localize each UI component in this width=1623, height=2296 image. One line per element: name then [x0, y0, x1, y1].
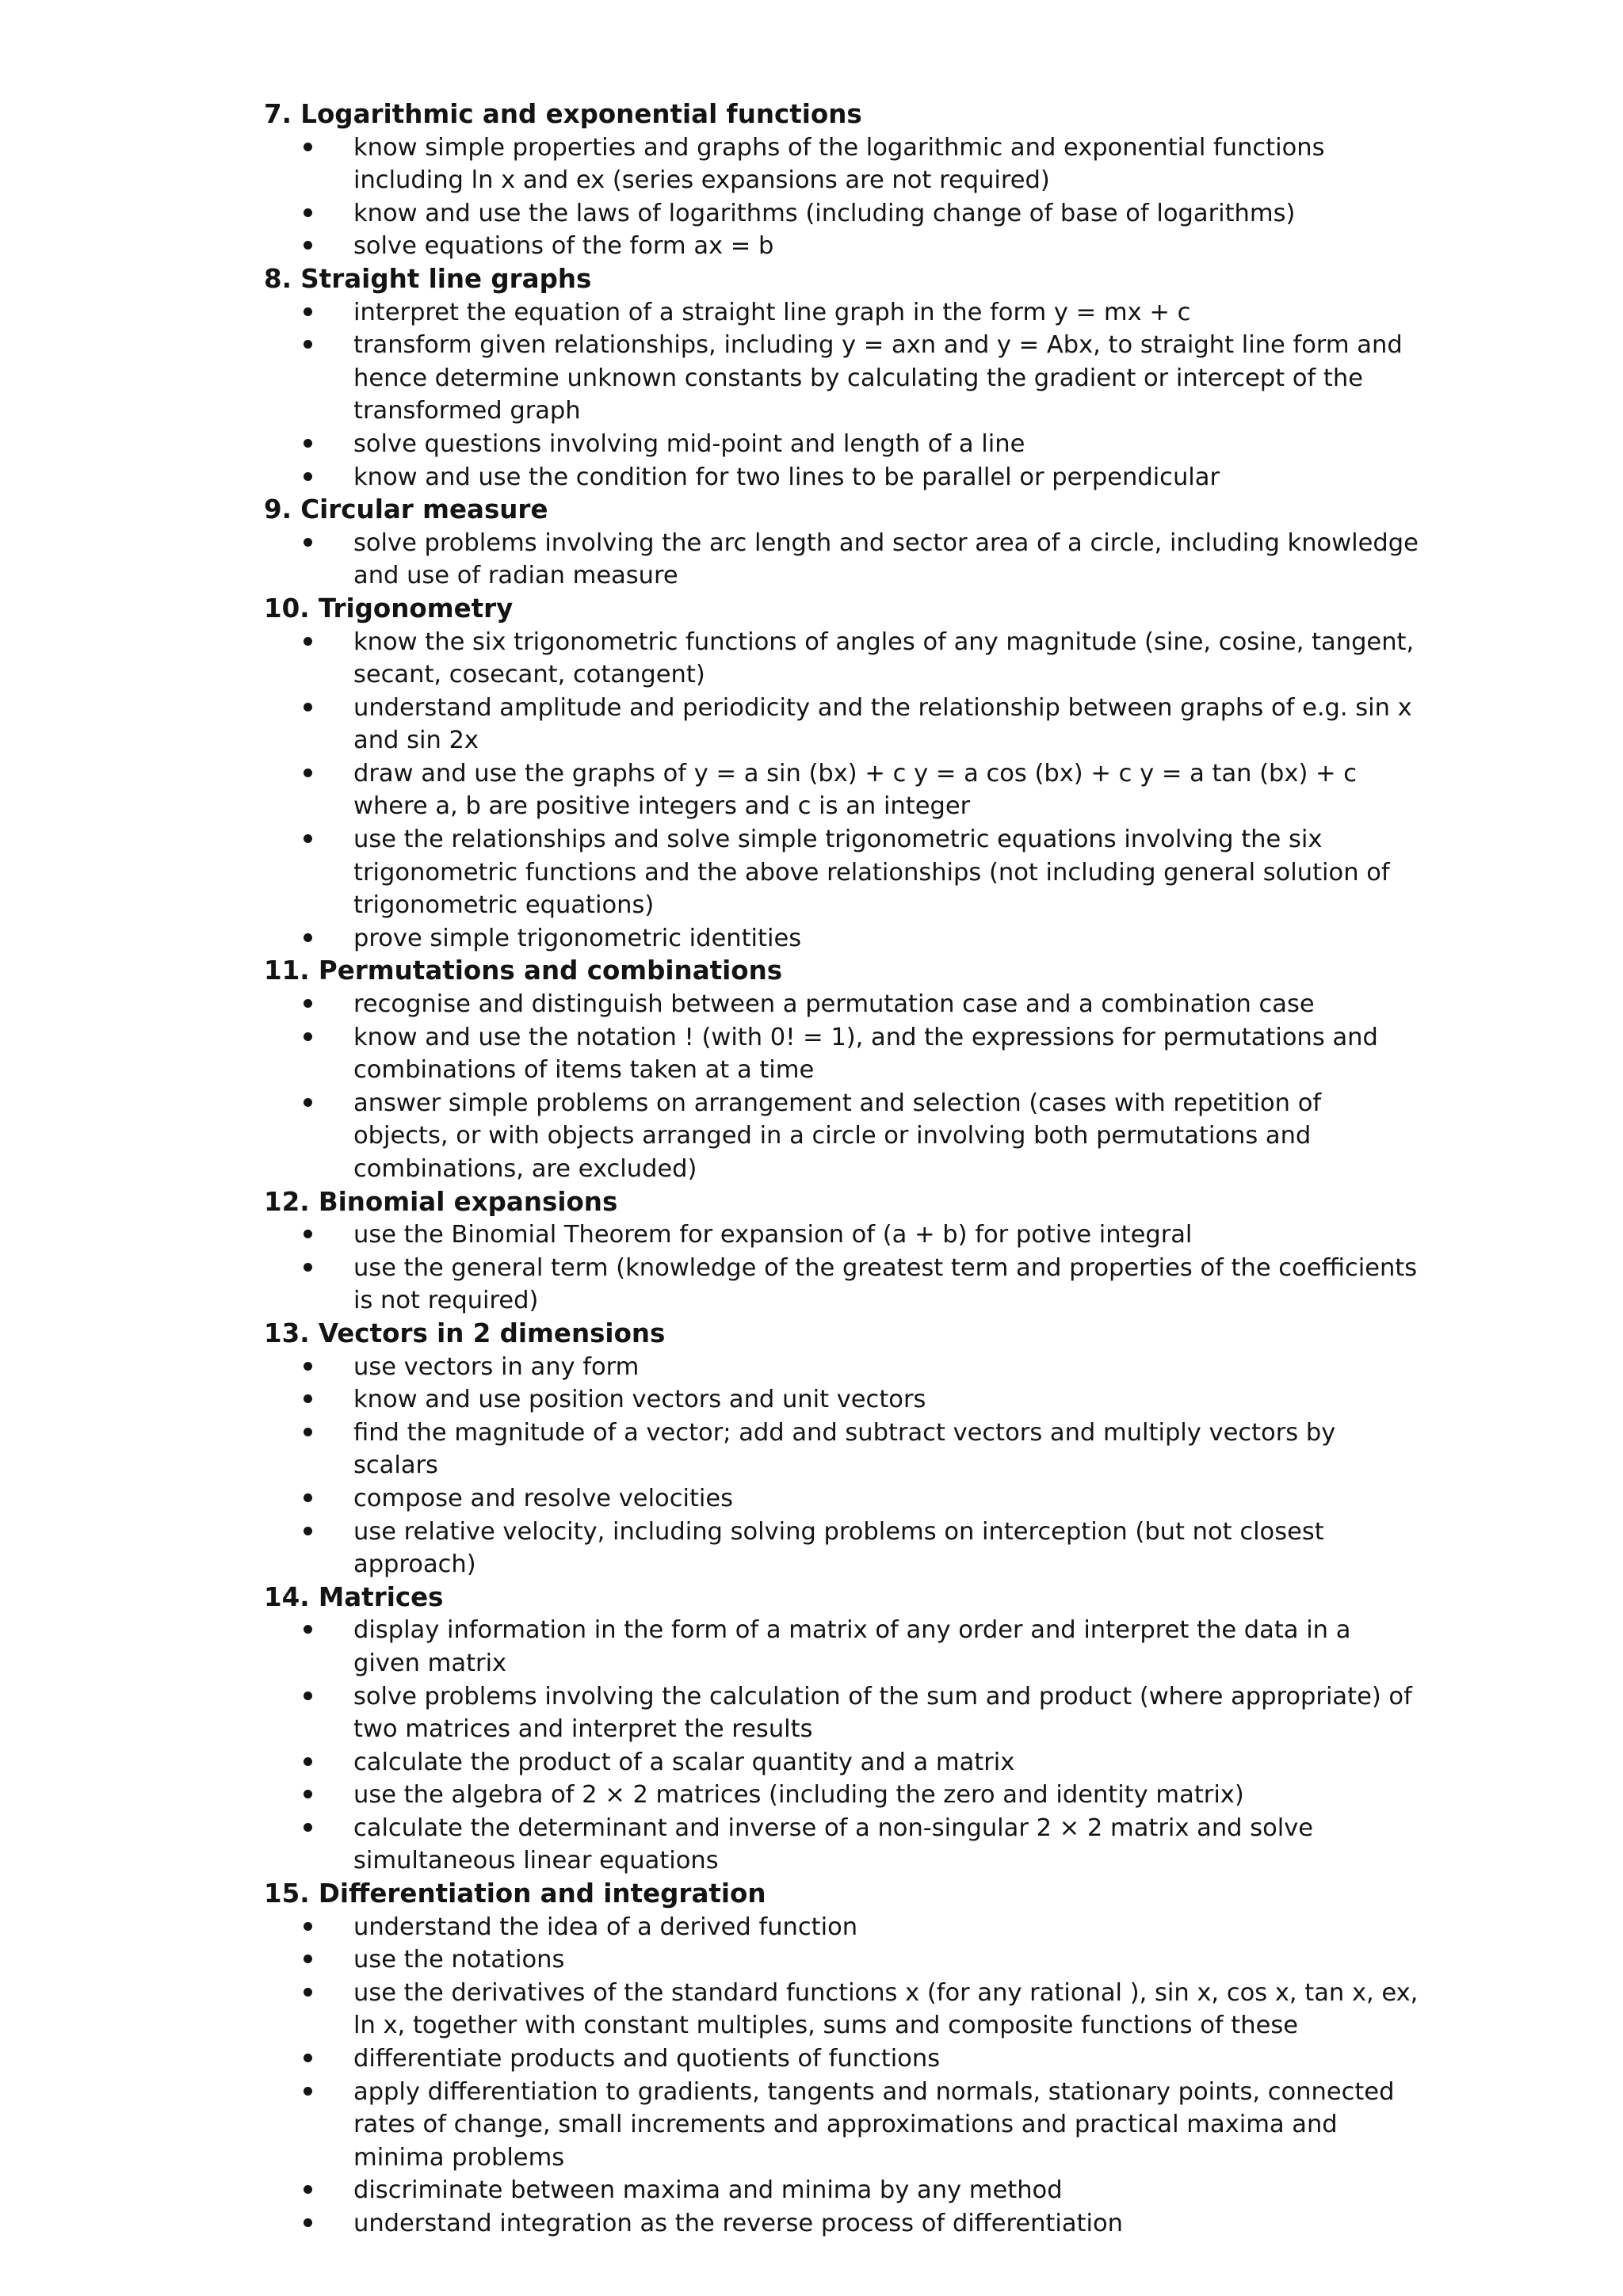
bullet-icon: [304, 208, 312, 217]
bullet-icon: [304, 1098, 312, 1107]
list-item: [264, 922, 1421, 955]
list-item: [264, 132, 1421, 197]
bullet-icon: [304, 472, 312, 481]
list-item: [264, 1746, 1421, 1779]
list-item-text: answer simple problems on arrangement and selection (cases with repetition of objects, or with objects arranged in a circle or involving both permutations and combinations, are excluded): [353, 1089, 1322, 1183]
list-item: [264, 1383, 1421, 1417]
section-heading: 11. Permutations and combinations: [264, 955, 783, 986]
list-item-text: calculate the determinant and inverse of a non-singular 2 × 2 matrix and solve simultaneous linear equations: [353, 1814, 1314, 1875]
section-heading: 13. Vectors in 2 dimensions: [264, 1318, 666, 1348]
list-item-text: know and use position vectors and unit vectors: [353, 1386, 926, 1414]
bullet-icon: [304, 1757, 312, 1766]
list-item-text: solve questions involving mid-point and length of a line: [353, 429, 1025, 458]
section-4: [264, 593, 1421, 955]
list-item-text: use the Binomial Theorem for expansion of (a + b) for potive integral: [353, 1221, 1193, 1249]
bullet-list: [264, 988, 1421, 1186]
bullet-icon: [304, 1625, 312, 1634]
section-5: [264, 955, 1421, 1185]
bullet-icon: [304, 307, 312, 316]
list-item: [264, 1516, 1421, 1581]
bullet-icon: [304, 1823, 312, 1832]
bullet-icon: [304, 999, 312, 1008]
list-item-text: solve problems involving the arc length and sector area of a circle, including knowledge and use of radian measure: [353, 528, 1419, 590]
syllabus-document: [264, 98, 1421, 2241]
list-item: [264, 2076, 1421, 2175]
bullet-icon: [304, 2218, 312, 2227]
bullet-icon: [304, 143, 312, 151]
bullet-icon: [304, 1527, 312, 1535]
list-item-text: use the relationships and solve simple trigonometric equations involving the six trigonometric functions and the above relationships (not including general solution of trigonometric equations): [353, 826, 1390, 920]
list-item-text: know the six trigonometric functions of angles of any magnitude (sine, cosine, tangent, secant, cosecant, cotangent): [353, 627, 1415, 689]
list-item-text: recognise and distinguish between a permutation case and a combination case: [353, 990, 1315, 1019]
bullet-icon: [304, 1032, 312, 1041]
list-item: [264, 1351, 1421, 1384]
list-item: [264, 428, 1421, 461]
list-item-text: understand amplitude and periodicity and the relationship between graphs of e.g. sin x and sin 2x: [353, 693, 1412, 755]
list-item: [264, 1087, 1421, 1186]
list-item-text: use vectors in any form: [353, 1352, 640, 1381]
bullet-list: [264, 296, 1421, 494]
section-9: [264, 1878, 1421, 2241]
section-6: [264, 1186, 1421, 1318]
bullet-icon: [304, 2054, 312, 2062]
bullet-icon: [304, 1230, 312, 1238]
list-item: [264, 1943, 1421, 1977]
list-item: [264, 988, 1421, 1021]
list-item: [264, 527, 1421, 593]
list-item: [264, 230, 1421, 263]
list-item: [264, 1252, 1421, 1318]
section-8: [264, 1581, 1421, 1878]
bullet-icon: [304, 1691, 312, 1700]
list-item-text: use the general term (knowledge of the greatest term and properties of the coefficients is not required): [353, 1253, 1418, 1315]
section-1: [264, 98, 1421, 263]
list-item: [264, 1482, 1421, 1516]
bullet-icon: [304, 241, 312, 250]
list-item-text: transform given relationships, including y = axn and y = Abx, to straight line form and hence determine unknown constants by calculating the gradient or intercept of the transformed graph: [353, 331, 1403, 425]
list-item: [264, 692, 1421, 757]
section-heading: 7. Logarithmic and exponential functions: [264, 99, 862, 129]
list-item-text: use the algebra of 2 × 2 matrices (including the zero and identity matrix): [353, 1781, 1244, 1810]
list-item-text: draw and use the graphs of y = a sin (bx) + c y = a cos (bx) + c y = a tan (bx) + c where a, b are positive integers and c is an integer: [353, 759, 1358, 821]
bullet-icon: [304, 769, 312, 777]
list-item: [264, 1680, 1421, 1746]
bullet-icon: [304, 1394, 312, 1403]
list-item-text: calculate the product of a scalar quantity and a matrix: [353, 1748, 1015, 1776]
section-7: [264, 1318, 1421, 1581]
list-item-text: find the magnitude of a vector; add and subtract vectors and multiply vectors by scalars: [353, 1418, 1336, 1480]
bullet-icon: [304, 1493, 312, 1502]
list-item-text: prove simple trigonometric identities: [353, 924, 802, 952]
section-2: [264, 263, 1421, 494]
list-item-text: know and use the laws of logarithms (including change of base of logarithms): [353, 199, 1296, 227]
bullet-list: [264, 1614, 1421, 1878]
bullet-icon: [304, 1922, 312, 1931]
list-item-text: use the derivatives of the standard functions x (for any rational ), sin x, cos x, tan x, ex, ln x, together with constant multiples, sums and composite functions of these: [353, 1978, 1419, 2040]
list-item-text: differentiate products and quotients of functions: [353, 2045, 941, 2073]
list-item-text: discriminate between maxima and minima by any method: [353, 2176, 1063, 2205]
bullet-icon: [304, 538, 312, 547]
list-item-text: use relative velocity, including solving problems on interception (but not closest approach): [353, 1517, 1324, 1579]
section-heading: 10. Trigonometry: [264, 593, 514, 624]
list-item: [264, 2042, 1421, 2076]
list-item-text: use the notations: [353, 1946, 565, 1974]
section-heading: 8. Straight line graphs: [264, 263, 592, 294]
bullet-icon: [304, 637, 312, 646]
bullet-icon: [304, 933, 312, 942]
list-item: [264, 1219, 1421, 1252]
section-heading: 14. Matrices: [264, 1581, 444, 1612]
bullet-icon: [304, 2087, 312, 2096]
list-item: [264, 626, 1421, 692]
section-heading: 9. Circular measure: [264, 494, 548, 525]
bullet-icon: [304, 1988, 312, 1997]
list-item-text: interpret the equation of a straight line graph in the form y = mx + c: [353, 298, 1191, 326]
list-item-text: know and use the condition for two lines to be parallel or perpendicular: [353, 463, 1220, 491]
list-item: [264, 1977, 1421, 2042]
bullet-icon: [304, 340, 312, 349]
bullet-icon: [304, 1955, 312, 1963]
list-item: [264, 2207, 1421, 2241]
bullet-icon: [304, 1362, 312, 1371]
list-item-text: know and use the notation ! (with 0! = 1), and the expressions for permutations and combinations of items taken at a time: [353, 1023, 1378, 1085]
bullet-list: [264, 1219, 1421, 1318]
list-item: [264, 2174, 1421, 2207]
list-item: [264, 461, 1421, 494]
list-item: [264, 1911, 1421, 1944]
list-item-text: apply differentiation to gradients, tangents and normals, stationary points, connected rates of change, small increments and approximations and practical maxima and minima problems: [353, 2077, 1395, 2172]
bullet-icon: [304, 834, 312, 843]
bullet-list: [264, 626, 1421, 955]
bullet-list: [264, 1351, 1421, 1581]
bullet-icon: [304, 1428, 312, 1436]
list-item: [264, 1812, 1421, 1878]
list-item: [264, 1614, 1421, 1680]
list-item: [264, 823, 1421, 922]
bullet-list: [264, 132, 1421, 263]
list-item: [264, 197, 1421, 231]
bullet-icon: [304, 1790, 312, 1798]
list-item: [264, 296, 1421, 330]
section-3: [264, 494, 1421, 593]
list-item: [264, 1779, 1421, 1812]
list-item-text: solve equations of the form ax = b: [353, 232, 774, 261]
bullet-icon: [304, 703, 312, 711]
bullet-list: [264, 527, 1421, 593]
list-item-text: understand integration as the reverse process of differentiation: [353, 2210, 1123, 2237]
bullet-icon: [304, 439, 312, 448]
list-item: [264, 757, 1421, 823]
list-item-text: know simple properties and graphs of the logarithmic and exponential functions including ln x and ex (series expansions are not required): [353, 133, 1325, 195]
list-item-text: understand the idea of a derived function: [353, 1913, 858, 1941]
list-item-text: compose and resolve velocities: [353, 1484, 734, 1512]
section-heading: 15. Differentiation and integration: [264, 1878, 766, 1909]
section-heading: 12. Binomial expansions: [264, 1186, 618, 1217]
list-item: [264, 1021, 1421, 1087]
list-item-text: display information in the form of a matrix of any order and interpret the data in a given matrix: [353, 1616, 1351, 1677]
list-item-text: solve problems involving the calculation of the sum and product (where appropriate) of two matrices and interpret the results: [353, 1682, 1412, 1744]
list-item: [264, 329, 1421, 428]
list-item: [264, 1417, 1421, 1482]
bullet-list: [264, 1911, 1421, 2241]
bullet-icon: [304, 1263, 312, 1272]
bullet-icon: [304, 2185, 312, 2194]
